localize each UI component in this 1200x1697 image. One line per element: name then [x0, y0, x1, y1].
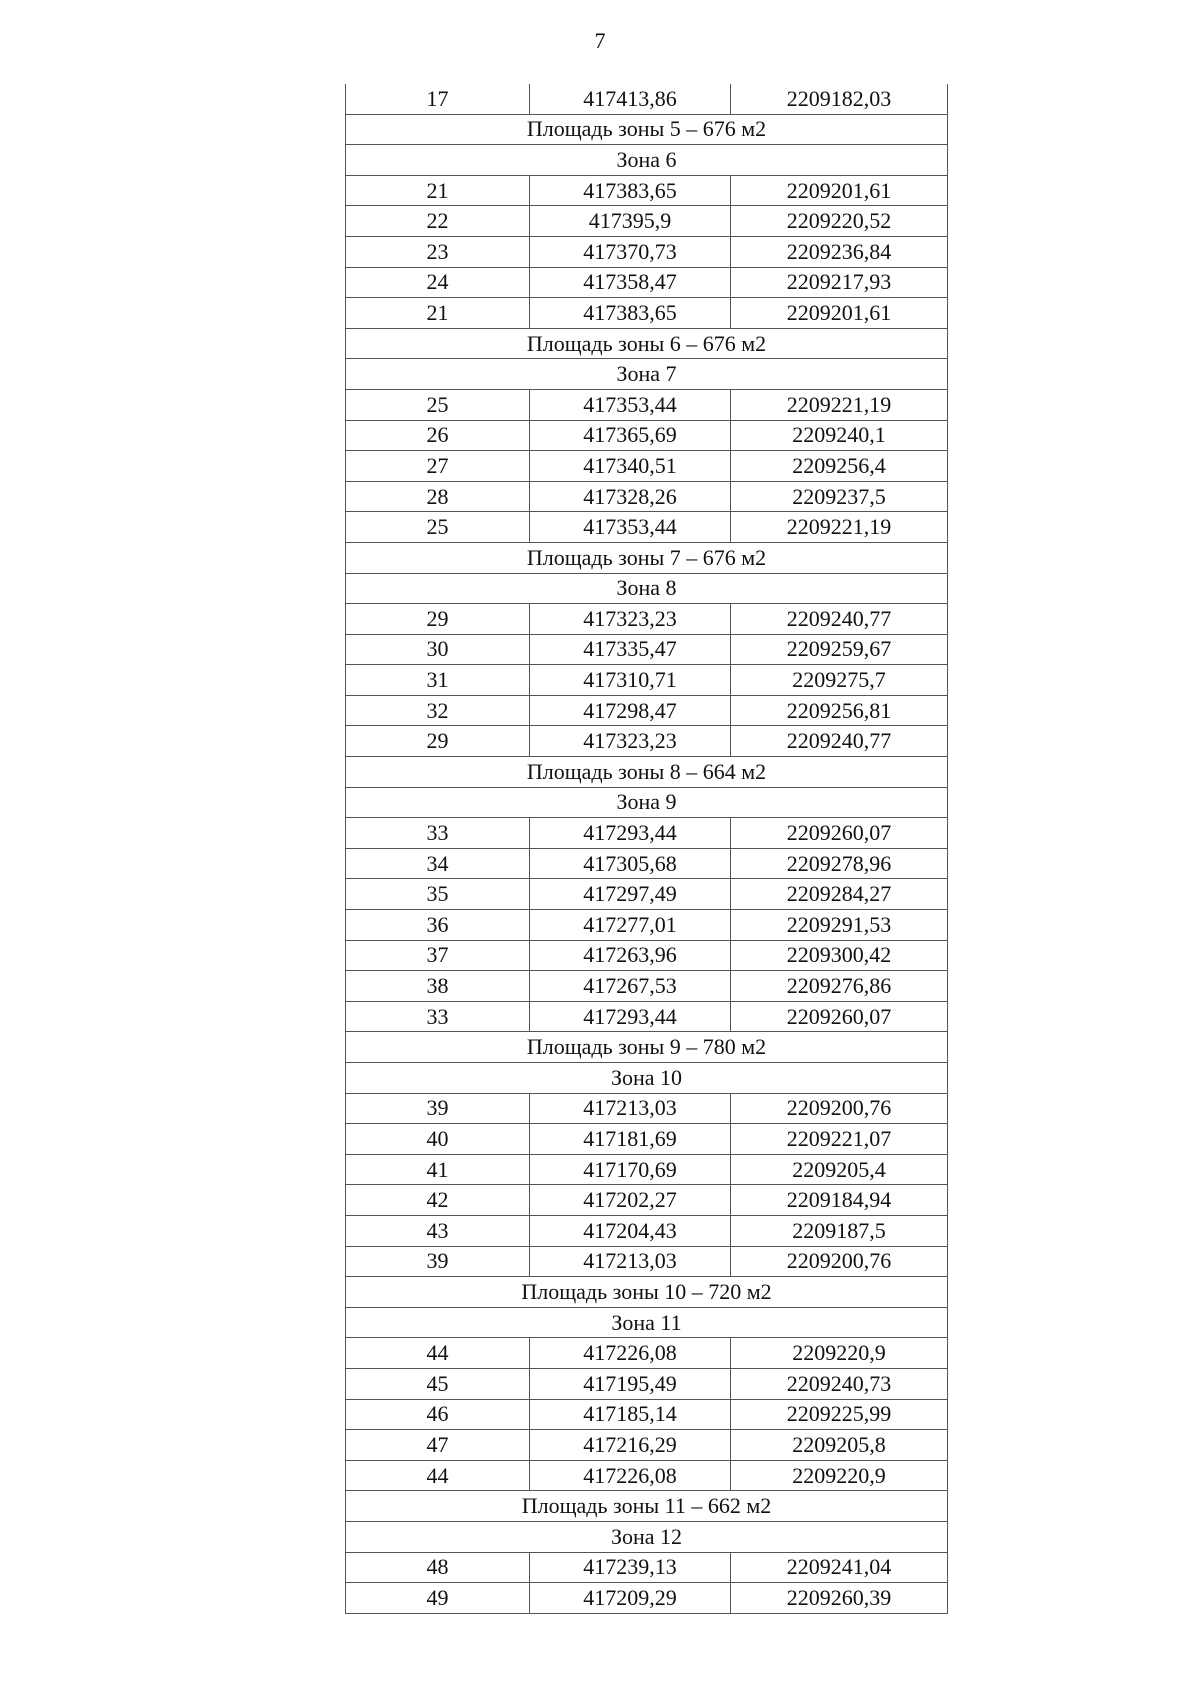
point-number-cell: 27	[346, 451, 530, 482]
y-coordinate-cell: 2209217,93	[731, 267, 948, 298]
x-coordinate-cell: 417209,29	[530, 1583, 731, 1614]
point-number-cell: 30	[346, 634, 530, 665]
y-coordinate-cell: 2209221,07	[731, 1124, 948, 1155]
y-coordinate-cell: 2209205,4	[731, 1154, 948, 1185]
point-number-cell: 28	[346, 481, 530, 512]
x-coordinate-cell: 417226,08	[530, 1460, 731, 1491]
point-number-cell: 38	[346, 971, 530, 1002]
point-number-cell: 44	[346, 1338, 530, 1369]
point-number-cell: 34	[346, 848, 530, 879]
point-row	[346, 1093, 948, 1124]
point-row	[346, 84, 948, 114]
point-row	[346, 1430, 948, 1461]
x-coordinate-cell: 417305,68	[530, 848, 731, 879]
point-number-cell: 45	[346, 1368, 530, 1399]
point-number-cell: 22	[346, 206, 530, 237]
point-row	[346, 1154, 948, 1185]
point-number-cell: 24	[346, 267, 530, 298]
point-number-cell: 44	[346, 1460, 530, 1491]
zone-title: Зона 9	[346, 787, 948, 818]
zone-title: Зона 11	[346, 1307, 948, 1338]
zone-area-row	[346, 1277, 948, 1308]
zone-area-row	[346, 1032, 948, 1063]
zone-area-text: Площадь зоны 9 – 780 м2	[346, 1032, 948, 1063]
zone-header-row	[346, 573, 948, 604]
y-coordinate-cell: 2209221,19	[731, 389, 948, 420]
point-row	[346, 971, 948, 1002]
page-number: 7	[594, 28, 606, 53]
y-coordinate-cell: 2209200,76	[731, 1093, 948, 1124]
x-coordinate-cell: 417263,96	[530, 940, 731, 971]
zone-header-row	[346, 1521, 948, 1552]
point-row	[346, 1368, 948, 1399]
point-row	[346, 665, 948, 696]
point-number-cell: 33	[346, 818, 530, 849]
point-number-cell: 17	[346, 84, 530, 114]
point-number-cell: 47	[346, 1430, 530, 1461]
x-coordinate-cell: 417170,69	[530, 1154, 731, 1185]
point-row	[346, 1460, 948, 1491]
x-coordinate-cell: 417185,14	[530, 1399, 731, 1430]
y-coordinate-cell: 2209260,39	[731, 1583, 948, 1614]
point-row	[346, 879, 948, 910]
zone-area-text: Площадь зоны 11 – 662 м2	[346, 1491, 948, 1522]
point-number-cell: 25	[346, 512, 530, 543]
point-number-cell: 43	[346, 1215, 530, 1246]
x-coordinate-cell: 417395,9	[530, 206, 731, 237]
x-coordinate-cell: 417195,49	[530, 1368, 731, 1399]
zone-area-row	[346, 1491, 948, 1522]
point-row	[346, 634, 948, 665]
point-row	[346, 1185, 948, 1216]
x-coordinate-cell: 417323,23	[530, 604, 731, 635]
y-coordinate-cell: 2209256,81	[731, 695, 948, 726]
point-number-cell: 36	[346, 910, 530, 941]
y-coordinate-cell: 2209220,52	[731, 206, 948, 237]
point-number-cell: 29	[346, 604, 530, 635]
x-coordinate-cell: 417383,65	[530, 298, 731, 329]
y-coordinate-cell: 2209259,67	[731, 634, 948, 665]
point-number-cell: 31	[346, 665, 530, 696]
point-row	[346, 848, 948, 879]
zone-area-row	[346, 114, 948, 145]
point-row	[346, 236, 948, 267]
zone-area-row	[346, 328, 948, 359]
y-coordinate-cell: 2209256,4	[731, 451, 948, 482]
y-coordinate-cell: 2209276,86	[731, 971, 948, 1002]
point-row	[346, 1552, 948, 1583]
y-coordinate-cell: 2209237,5	[731, 481, 948, 512]
x-coordinate-cell: 417328,26	[530, 481, 731, 512]
y-coordinate-cell: 2209201,61	[731, 175, 948, 206]
x-coordinate-cell: 417370,73	[530, 236, 731, 267]
y-coordinate-cell: 2209241,04	[731, 1552, 948, 1583]
y-coordinate-cell: 2209240,77	[731, 726, 948, 757]
point-number-cell: 48	[346, 1552, 530, 1583]
y-coordinate-cell: 2209201,61	[731, 298, 948, 329]
y-coordinate-cell: 2209187,5	[731, 1215, 948, 1246]
point-number-cell: 39	[346, 1246, 530, 1277]
point-row	[346, 389, 948, 420]
point-number-cell: 49	[346, 1583, 530, 1614]
point-number-cell: 26	[346, 420, 530, 451]
point-row	[346, 726, 948, 757]
x-coordinate-cell: 417213,03	[530, 1246, 731, 1277]
point-row	[346, 1399, 948, 1430]
x-coordinate-cell: 417383,65	[530, 175, 731, 206]
zone-header-row	[346, 1063, 948, 1094]
zone-area-text: Площадь зоны 8 – 664 м2	[346, 757, 948, 788]
point-row	[346, 512, 948, 543]
zone-area-row	[346, 542, 948, 573]
y-coordinate-cell: 2209236,84	[731, 236, 948, 267]
x-coordinate-cell: 417293,44	[530, 1001, 731, 1032]
x-coordinate-cell: 417267,53	[530, 971, 731, 1002]
point-row	[346, 481, 948, 512]
point-row	[346, 1338, 948, 1369]
point-row	[346, 1583, 948, 1614]
x-coordinate-cell: 417213,03	[530, 1093, 731, 1124]
zone-header-row	[346, 1307, 948, 1338]
point-row	[346, 175, 948, 206]
y-coordinate-cell: 2209240,77	[731, 604, 948, 635]
point-number-cell: 35	[346, 879, 530, 910]
x-coordinate-cell: 417202,27	[530, 1185, 731, 1216]
y-coordinate-cell: 2209284,27	[731, 879, 948, 910]
point-number-cell: 37	[346, 940, 530, 971]
point-number-cell: 46	[346, 1399, 530, 1430]
y-coordinate-cell: 2209220,9	[731, 1460, 948, 1491]
point-number-cell: 32	[346, 695, 530, 726]
zone-area-text: Площадь зоны 5 – 676 м2	[346, 114, 948, 145]
x-coordinate-cell: 417323,23	[530, 726, 731, 757]
y-coordinate-cell: 2209220,9	[731, 1338, 948, 1369]
x-coordinate-cell: 417216,29	[530, 1430, 731, 1461]
y-coordinate-cell: 2209182,03	[731, 84, 948, 114]
point-row	[346, 695, 948, 726]
y-coordinate-cell: 2209275,7	[731, 665, 948, 696]
point-row	[346, 1215, 948, 1246]
point-row	[346, 910, 948, 941]
coordinates-table	[345, 84, 948, 1614]
y-coordinate-cell: 2209205,8	[731, 1430, 948, 1461]
point-number-cell: 42	[346, 1185, 530, 1216]
x-coordinate-cell: 417204,43	[530, 1215, 731, 1246]
zone-title: Зона 6	[346, 145, 948, 176]
zone-area-text: Площадь зоны 10 – 720 м2	[346, 1277, 948, 1308]
point-row	[346, 940, 948, 971]
point-number-cell: 23	[346, 236, 530, 267]
zone-header-row	[346, 359, 948, 390]
y-coordinate-cell: 2209200,76	[731, 1246, 948, 1277]
x-coordinate-cell: 417340,51	[530, 451, 731, 482]
point-row	[346, 1124, 948, 1155]
point-row	[346, 267, 948, 298]
point-row	[346, 1246, 948, 1277]
x-coordinate-cell: 417365,69	[530, 420, 731, 451]
x-coordinate-cell: 417353,44	[530, 512, 731, 543]
point-row	[346, 1001, 948, 1032]
point-number-cell: 21	[346, 175, 530, 206]
y-coordinate-cell: 2209291,53	[731, 910, 948, 941]
zone-area-row	[346, 757, 948, 788]
point-number-cell: 33	[346, 1001, 530, 1032]
point-row	[346, 420, 948, 451]
y-coordinate-cell: 2209300,42	[731, 940, 948, 971]
point-row	[346, 206, 948, 237]
zone-header-row	[346, 787, 948, 818]
x-coordinate-cell: 417293,44	[530, 818, 731, 849]
x-coordinate-cell: 417181,69	[530, 1124, 731, 1155]
x-coordinate-cell: 417297,49	[530, 879, 731, 910]
point-row	[346, 818, 948, 849]
point-number-cell: 41	[346, 1154, 530, 1185]
y-coordinate-cell: 2209278,96	[731, 848, 948, 879]
coordinates-table-body	[346, 84, 948, 1613]
y-coordinate-cell: 2209225,99	[731, 1399, 948, 1430]
x-coordinate-cell: 417226,08	[530, 1338, 731, 1369]
point-row	[346, 451, 948, 482]
x-coordinate-cell: 417239,13	[530, 1552, 731, 1583]
zone-area-text: Площадь зоны 6 – 676 м2	[346, 328, 948, 359]
x-coordinate-cell: 417335,47	[530, 634, 731, 665]
zone-title: Зона 10	[346, 1063, 948, 1094]
y-coordinate-cell: 2209240,1	[731, 420, 948, 451]
zone-title: Зона 7	[346, 359, 948, 390]
x-coordinate-cell: 417277,01	[530, 910, 731, 941]
zone-title: Зона 12	[346, 1521, 948, 1552]
x-coordinate-cell: 417310,71	[530, 665, 731, 696]
point-number-cell: 29	[346, 726, 530, 757]
point-row	[346, 298, 948, 329]
x-coordinate-cell: 417413,86	[530, 84, 731, 114]
y-coordinate-cell: 2209260,07	[731, 818, 948, 849]
x-coordinate-cell: 417353,44	[530, 389, 731, 420]
y-coordinate-cell: 2209184,94	[731, 1185, 948, 1216]
x-coordinate-cell: 417358,47	[530, 267, 731, 298]
point-number-cell: 25	[346, 389, 530, 420]
y-coordinate-cell: 2209260,07	[731, 1001, 948, 1032]
point-row	[346, 604, 948, 635]
zone-header-row	[346, 145, 948, 176]
zone-title: Зона 8	[346, 573, 948, 604]
zone-area-text: Площадь зоны 7 – 676 м2	[346, 542, 948, 573]
point-number-cell: 39	[346, 1093, 530, 1124]
point-number-cell: 21	[346, 298, 530, 329]
point-number-cell: 40	[346, 1124, 530, 1155]
y-coordinate-cell: 2209221,19	[731, 512, 948, 543]
x-coordinate-cell: 417298,47	[530, 695, 731, 726]
y-coordinate-cell: 2209240,73	[731, 1368, 948, 1399]
